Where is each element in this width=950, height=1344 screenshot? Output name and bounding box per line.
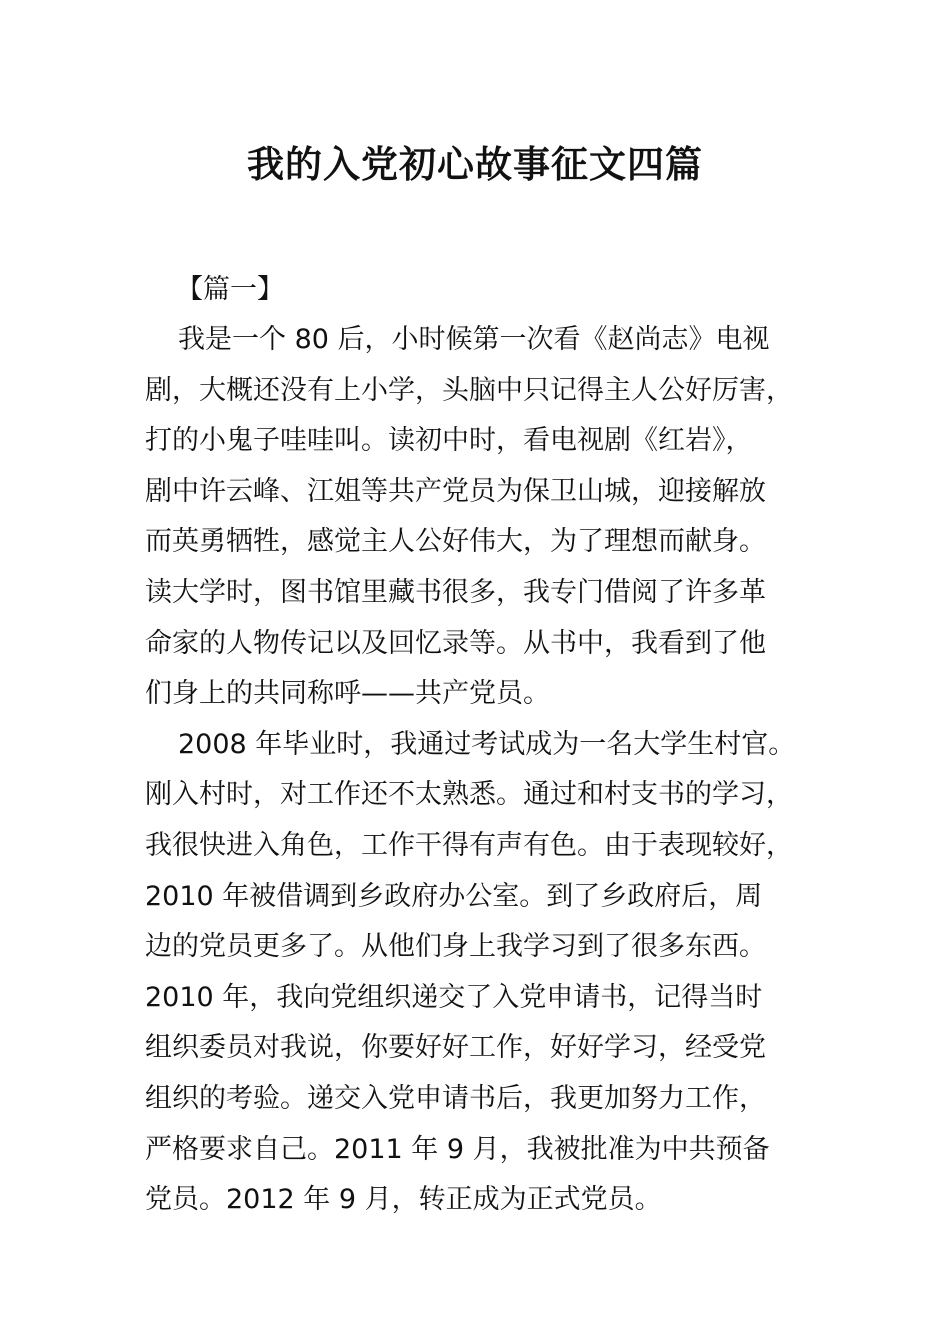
paragraph-line: 我是一个 80 后，小时候第一次看《赵尚志》电视 (178, 324, 770, 355)
paragraph-line: 们身上的共同称呼——共产党员。 (145, 678, 550, 710)
paragraph-line: 2010 年，我向党组织递交了入党申请书，记得当时 (145, 981, 763, 1013)
paragraph-1 (145, 315, 815, 720)
paragraph-line: 边的党员更多了。从他们身上我学习到了很多东西。 (145, 931, 766, 963)
paragraph-line: 组织的考验。递交入党申请书后，我更加努力工作， (145, 1082, 766, 1114)
paragraph-line: 剧，大概还没有上小学，头脑中只记得主人公好厉害， (145, 374, 793, 406)
paragraph-2 (145, 720, 815, 1226)
paragraph-line: 而英勇牺牲，感觉主人公好伟大，为了理想而献身。 (145, 526, 766, 558)
paragraph-line: 2008 年毕业时，我通过考试成为一名大学生村官。 (178, 728, 796, 760)
paragraph-line: 读大学时，图书馆里藏书很多，我专门借阅了许多革 (145, 576, 766, 608)
paragraph-line: 刚入村时，对工作还不太熟悉。通过和村支书的学习， (145, 779, 793, 811)
paragraph-line: 2010 年被借调到乡政府办公室。到了乡政府后，周 (145, 880, 763, 912)
paragraph-line: 党员。2012 年 9 月，转正成为正式党员。 (145, 1184, 662, 1216)
paragraph-line: 命家的人物传记以及回忆录等。从书中，我看到了他 (145, 627, 766, 659)
paragraph-line: 剧中许云峰、江姐等共产党员为保卫山城，迎接解放 (145, 475, 766, 507)
paragraph-line: 严格要求自己。2011 年 9 月，我被批准为中共预备 (145, 1133, 770, 1165)
paragraph-line: 打的小鬼子哇哇叫。读初中时，看电视剧《红岩》， (145, 425, 753, 457)
section-heading: 【篇一】 (176, 274, 284, 305)
document-body (145, 265, 815, 1226)
document-title: 我的入党初心故事征文四篇 (247, 143, 703, 186)
paragraph-line: 我很快进入角色，工作干得有声有色。由于表现较好， (145, 829, 793, 861)
paragraph-line: 组织委员对我说，你要好好工作，好好学习，经受党 (145, 1032, 766, 1064)
